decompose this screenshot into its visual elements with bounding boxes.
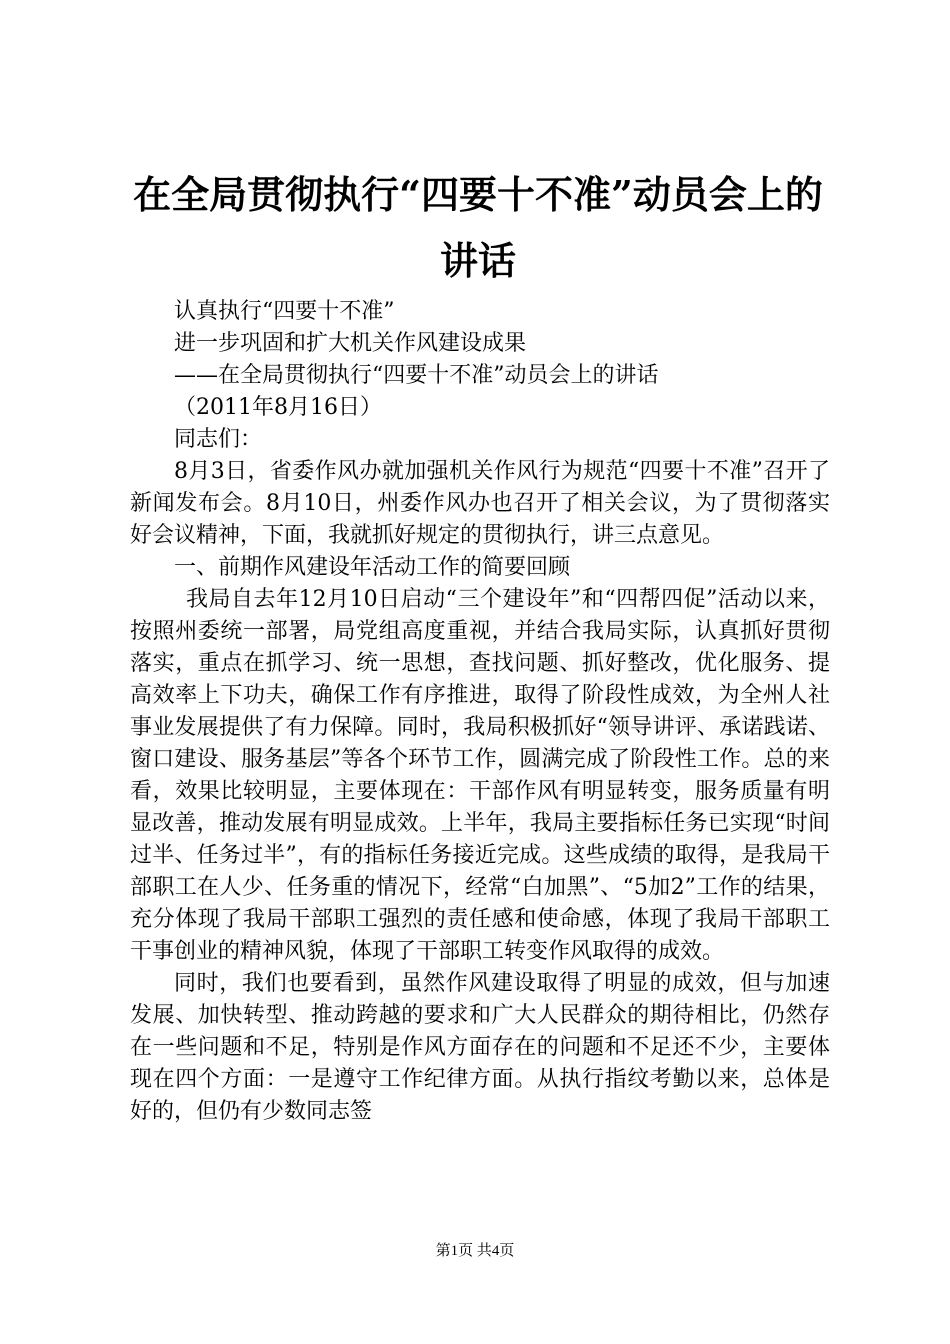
subtitle-line-3: ——在全局贯彻执行“四要十不准”动员会上的讲话 bbox=[174, 363, 659, 388]
subtitle-line-1: 认真执行“四要十不准” bbox=[174, 299, 395, 324]
salutation: 同志们： bbox=[174, 427, 263, 452]
subtitle-line-2: 进一步巩固和扩大机关作风建设成果 bbox=[174, 331, 527, 356]
paragraph-problems: 同时，我们也要看到，虽然作风建设取得了明显的成效，但与加速发展、加快转型、推动跨越的要求和广大人民群众的期待相比，仍然存在一些问题和不足，特别是作风方面存在的问题和不足还不少，主要体现在四个方面：一是遵守工作纪律方面。从执行指纹考勤以来，总体是好的，但仍有少数同志签 bbox=[130, 971, 830, 1124]
page-title: 在全局贯彻执行“四要十不准”动员会上的讲话 bbox=[133, 172, 823, 283]
speech-date: （2011年8月16日） bbox=[174, 395, 382, 420]
paragraph-review: 我局自去年12月10日启动“三个建设年”和“四帮四促”活动以来，按照州委统一部署，局党组高度重视，并结合我局实际，认真抓好贯彻落实，重点在抓学习、统一思想，查找问题、抓好整改，优化服务、提高效率上下功夫，确保工作有序推进，取得了阶段性成效，为全州人社事业发展提供了有力保障。同时，我局积极抓好“领导讲评、承诺践诺、窗口建设、服务基层”等各个环节工作，圆满完成了阶段性工作。总的来看，效果比较明显，主要体现在：干部作风有明显转变，服务质量有明显改善，推动发展有明显成效。上半年，我局主要指标任务已实现“时间过半、任务过半”，有的指标任务接近完成。这些成绩的取得，是我局干部职工在人少、任务重的情况下，经常“白加黑”、“5加2”工作的结果，充分体现了我局干部职工强烈的责任感和使命感，体现了我局干部职工干事创业的精神风貌，体现了干部职工转变作风取得的成效。 bbox=[130, 587, 830, 964]
paragraph-intro: 8月3日，省委作风办就加强机关作风行为规范“四要十不准”召开了新闻发布会。8月10日，州委作风办也召开了相关会议，为了贯彻落实好会议精神，下面，我就抓好规定的贯彻执行，讲三点意见。 bbox=[130, 459, 830, 548]
document-body bbox=[130, 296, 830, 1128]
page-footer: 第1页 共4页 bbox=[435, 1243, 515, 1259]
section-heading: 一、前期作风建设年活动工作的简要回顾 bbox=[174, 555, 571, 580]
